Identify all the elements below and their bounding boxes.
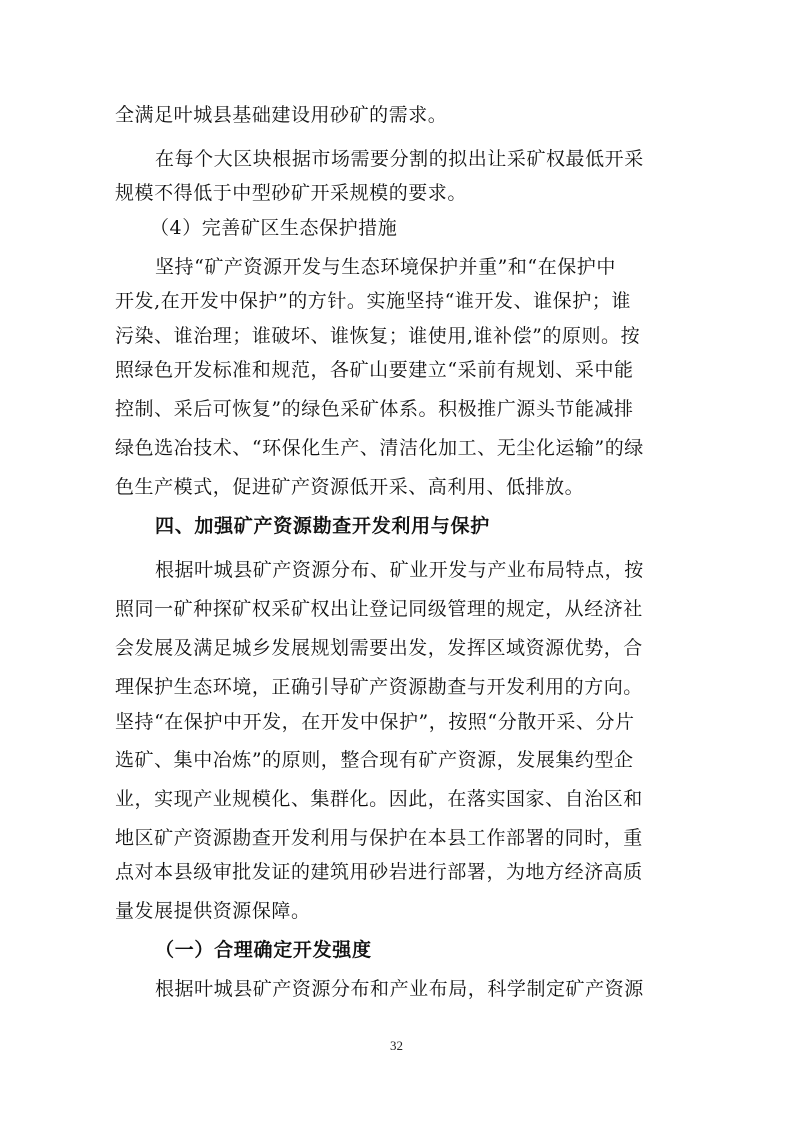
body-text-line: 控制、采后可恢复”的绿色采矿体系。积极推广源头节能减排: [115, 398, 634, 420]
subsection-heading: （4）完善矿区生态保护措施: [150, 217, 398, 239]
paragraph-first-line: 根据叶城县矿产资源分布、矿业开发与产业布局特点，按: [155, 559, 644, 581]
paragraph-first-line: 在每个大区块根据市场需要分割的拟出让采矿权最低开采: [155, 148, 644, 170]
body-text-line: 点对本县级审批发证的建筑用砂岩进行部署，为地方经济高质: [115, 861, 643, 883]
body-text-line: 量发展提供资源保障。: [115, 900, 311, 922]
section-heading: 四、加强矿产资源勘查开发利用与保护: [155, 515, 490, 537]
body-text-line: 照同一矿种探矿权采矿权出让登记同级管理的规定，从经济社: [115, 598, 643, 620]
page-number: 32: [390, 1038, 403, 1053]
paragraph-first-line: 坚持“矿产资源开发与生态环境保护并重”和“在保护中: [155, 256, 616, 278]
body-text-line: 绿色选冶技术、“环保化生产、清洁化加工、无尘化运输”的绿: [115, 437, 644, 459]
body-text-line: 会发展及满足城乡发展规划需要出发，发挥区域资源优势，合: [115, 637, 643, 659]
body-text-line: 坚持“在保护中开发，在开发中保护”，按照“分散开采、分片: [115, 711, 635, 733]
paragraph-first-line: 根据叶城县矿产资源分布和产业布局，科学制定矿产资源: [155, 978, 644, 1000]
body-text-line: 照绿色开发标准和规范，各矿山要建立“采前有规划、采中能: [115, 359, 634, 381]
body-text-line: 业，实现产业规模化、集群化。因此，在落实国家、自治区和: [115, 788, 643, 810]
body-text-line: 污染、谁治理；谁破坏、谁恢复；谁使用,谁补偿”的原则。按: [115, 325, 641, 347]
body-text-line: 理保护生态环境，正确引导矿产资源勘查与开发利用的方向。: [115, 676, 643, 698]
body-text-line: 色生产模式，促进矿产资源低开采、高利用、低排放。: [115, 476, 585, 498]
body-text-line: 开发,在开发中保护”的方针。实施坚持“谁开发、谁保护；谁: [115, 290, 631, 312]
body-text-line: 选矿、集中冶炼”的原则，整合现有矿产资源，发展集约型企: [115, 749, 634, 771]
body-text-line: 地区矿产资源勘查开发利用与保护在本县工作部署的同时，重: [115, 827, 643, 849]
subsection-heading-bold: （一）合理确定开发强度: [155, 939, 372, 961]
body-text-line: 全满足叶城县基础建设用砂矿的需求。: [115, 104, 448, 126]
body-text-line: 规模不得低于中型砂矿开采规模的要求。: [115, 182, 467, 204]
